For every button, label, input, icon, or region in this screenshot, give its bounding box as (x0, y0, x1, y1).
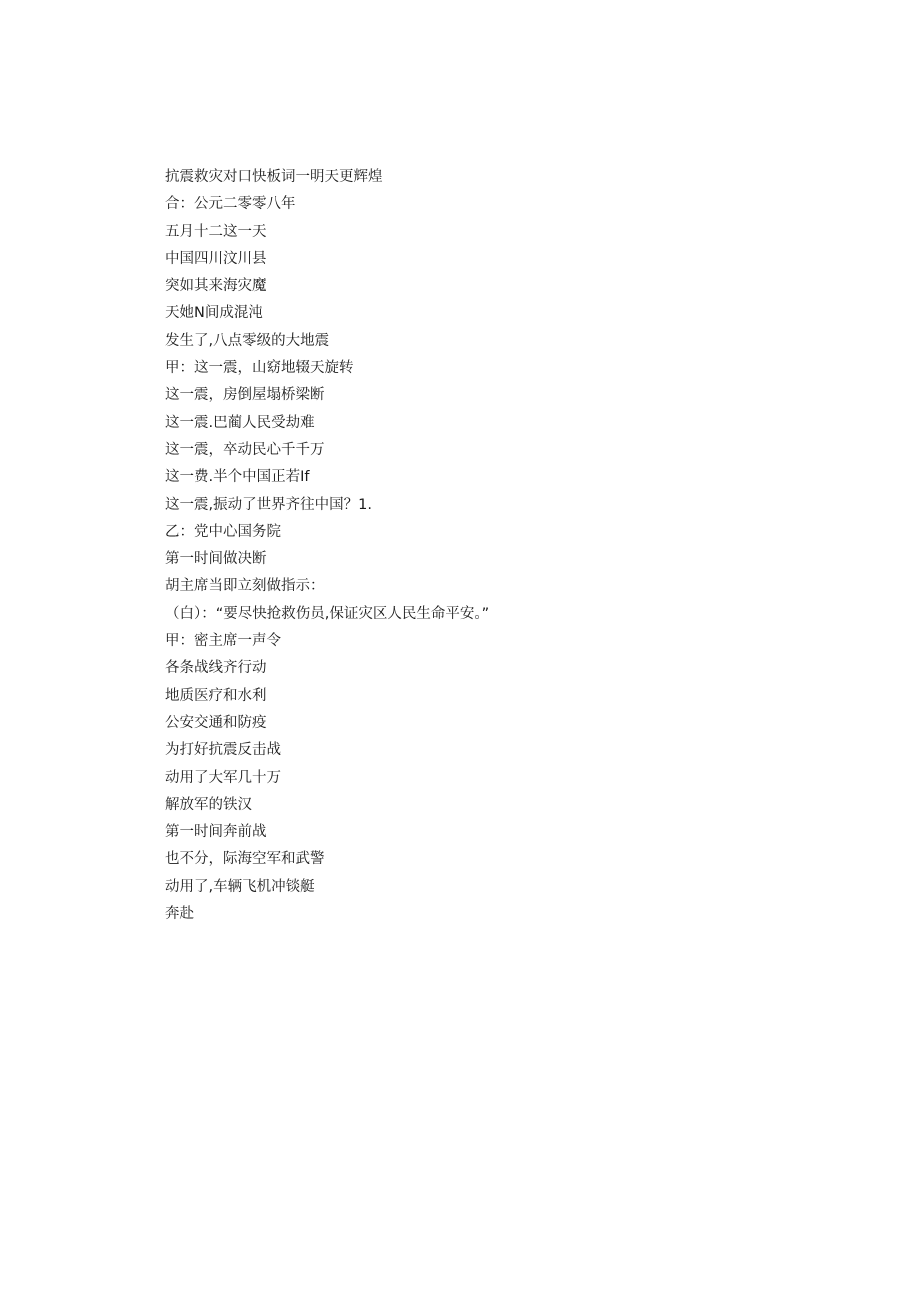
text-line: （白）：“要尽快抢救伤员,保证灾区人民生命平安。” (165, 605, 490, 622)
text-line: 各条战线齐行动 (165, 660, 267, 677)
text-line: 公安交通和防疫 (165, 714, 267, 731)
text-line: 奔赴 (165, 906, 194, 923)
text-line: 甲：密主席一声令 (165, 633, 281, 650)
text-line: 解放军的铁汉 (165, 796, 252, 813)
text-line: 这一费.半个中国正若If (165, 469, 310, 486)
text-line: 合：公元二零零八年 (165, 196, 296, 213)
text-line: 这一震,振动了世界齐往中国？1. (165, 496, 372, 513)
text-line: 中国四川汶川县 (165, 250, 267, 267)
text-line: 五月十二这一天 (165, 223, 267, 240)
text-line: 这一震.巴蔺人民受劫难 (165, 414, 315, 431)
text-line: 地质医疗和水利 (165, 687, 267, 704)
text-line: 动用了,车辆飞机冲锬艇 (165, 878, 315, 895)
text-line: 动用了大军几十万 (165, 769, 281, 786)
text-line: 甲：这一震，山窈地辍天旋转 (165, 360, 354, 377)
text-line: 第一时间奔前战 (165, 824, 267, 841)
text-line: 第一时间做决断 (165, 551, 267, 568)
text-line: 天她N间成混沌 (165, 305, 263, 322)
text-line: 突如其来海灾魔 (165, 278, 267, 295)
text-line: 这一震，卒动民心千千万 (165, 441, 325, 458)
document-body (165, 166, 865, 930)
text-line: 这一震，房倒屋塌桥梁断 (165, 387, 325, 404)
text-line: 胡主席当即立刻做指示： (165, 578, 325, 595)
text-line: 也不分，际海空军和武警 (165, 851, 325, 868)
text-line: 为打好抗震反击战 (165, 742, 281, 759)
document-title: 抗震救灾对口快板词一明天更辉煌 (165, 169, 383, 185)
text-line: 乙：党中心国务院 (165, 523, 281, 540)
text-line: 发生了,八点零级的大地震 (165, 332, 330, 349)
